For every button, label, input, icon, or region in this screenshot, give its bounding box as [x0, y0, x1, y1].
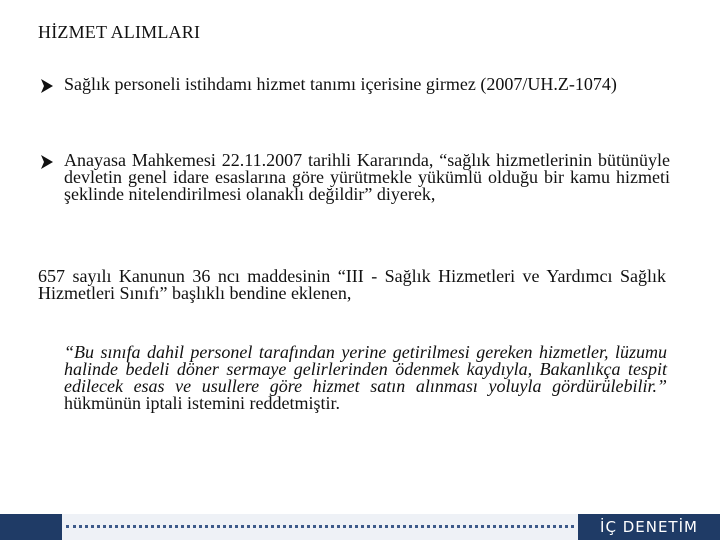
quote-italic-text: “Bu sınıfa dahil personel tarafından yerine getirilmesi gereken hizmetler, lüzumu halinde bedeli döner sermaye gelirlerinden ödenmek kaydıyla, Bakanlıkça tespit edilecek esas ve usullere göre hizmet satın alınması yoluyla gördürülebilir.” — [64, 342, 667, 396]
footer-dotted-line — [66, 525, 574, 528]
bullet-text: Anayasa Mahkemesi 22.11.2007 tarihli Kararında, “sağlık hizmetlerinin bütünüyle devletin genel idare esaslarına göre yürütmekle yükümlü olduğu bir kamu hizmeti şeklinde nitelendirilmesi olanaklı değildir” diyerek, — [64, 150, 670, 204]
body-paragraph: 657 sayılı Kanunun 36 ncı maddesinin “III - Sağlık Hizmetleri ve Yardımcı Sağlık Hizmetleri Sınıfı” başlıklı bendine eklenen, — [38, 266, 666, 303]
bullet-text: Sağlık personeli istihdamı hizmet tanımı içerisine girmez (2007/UH.Z-1074) — [64, 74, 617, 94]
footer-left-block — [0, 514, 62, 540]
footer-bar — [0, 514, 720, 540]
footer-dotted-strip — [62, 514, 578, 540]
page-title: HİZMET ALIMLARI — [38, 22, 201, 42]
arrow-bullet-icon — [38, 153, 56, 171]
footer-brand: İÇ DENETİM — [578, 514, 720, 540]
quote-trailing-text: hükmünün iptali istemini reddetmiştir. — [64, 393, 340, 413]
quoted-provision — [64, 344, 667, 412]
arrow-bullet-icon — [38, 77, 56, 95]
bullet-item — [38, 76, 670, 93]
bullet-item — [38, 152, 670, 203]
